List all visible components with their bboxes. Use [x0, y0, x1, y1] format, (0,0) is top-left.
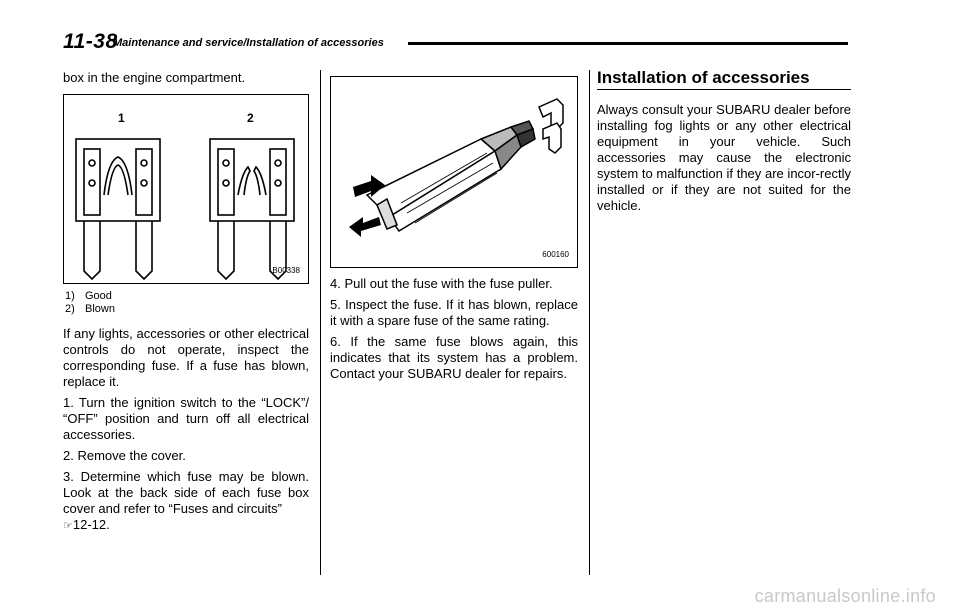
column-divider [589, 70, 590, 575]
fuse-figure [63, 94, 309, 284]
fuse-label-1: 1 [118, 111, 125, 125]
accessories-paragraph: Always consult your SUBARU dealer before installing fog lights or any other electrical equipment in your vehicle. Such accessories may cause the electronic system to malfunction if they are incor-rectly installed or if they are not suited for the vehicle. [597, 102, 851, 213]
column-right [597, 70, 851, 219]
watermark: carmanualsonline.info [754, 586, 936, 606]
caption-item: 2) Blown [65, 303, 115, 315]
step-3: 3. Determine which fuse may be blown. Look at the back side of each fuse box cover and refer to “Fuses and circuits” ☞12-12. [63, 469, 309, 532]
figure-captions [63, 290, 309, 316]
caption-item: 1) Good [65, 290, 112, 302]
figure-code: 600160 [542, 250, 569, 259]
section-heading: Installation of accessories [597, 70, 851, 90]
step-6: 6. If the same fuse blows again, this indicates that its system has a problem. Contact your SUBARU dealer for repairs. [330, 334, 578, 381]
column-divider [320, 70, 321, 575]
figure-code: B00338 [272, 266, 300, 275]
column-left [63, 70, 309, 534]
section-title: Maintenance and service/Installation of accessories [113, 37, 384, 49]
fuse-puller-figure [330, 76, 578, 268]
blown-fuse [210, 139, 294, 279]
fuse-puller-illustration [331, 77, 577, 267]
page-number: 11-38 [63, 30, 118, 53]
column-middle [330, 70, 578, 387]
step-5: 5. Inspect the fuse. If it has blown, replace it with a spare fuse of the same rating. [330, 297, 578, 328]
step-4: 4. Pull out the fuse with the fuse puller. [330, 276, 553, 291]
reference-arrow-icon: ☞ [63, 520, 73, 532]
good-fuse [76, 139, 160, 279]
continuation-text: box in the engine compartment. [63, 70, 246, 85]
step-1: 1. Turn the ignition switch to the “LOCK”/ “OFF” position and turn off all electrical accessories. [63, 395, 309, 442]
header-rule [408, 42, 848, 45]
intro-paragraph: If any lights, accessories or other electrical controls do not operate, inspect the corresponding fuse. If a fuse has blown, replace it. [63, 326, 309, 389]
page-header [63, 30, 853, 52]
step-2: 2. Remove the cover. [63, 448, 186, 463]
mini-fuse [539, 99, 563, 153]
page-reference: 12-12. [72, 517, 110, 532]
fuse-illustration [64, 95, 308, 283]
fuse-label-2: 2 [247, 111, 254, 125]
fuse-puller [367, 121, 535, 231]
